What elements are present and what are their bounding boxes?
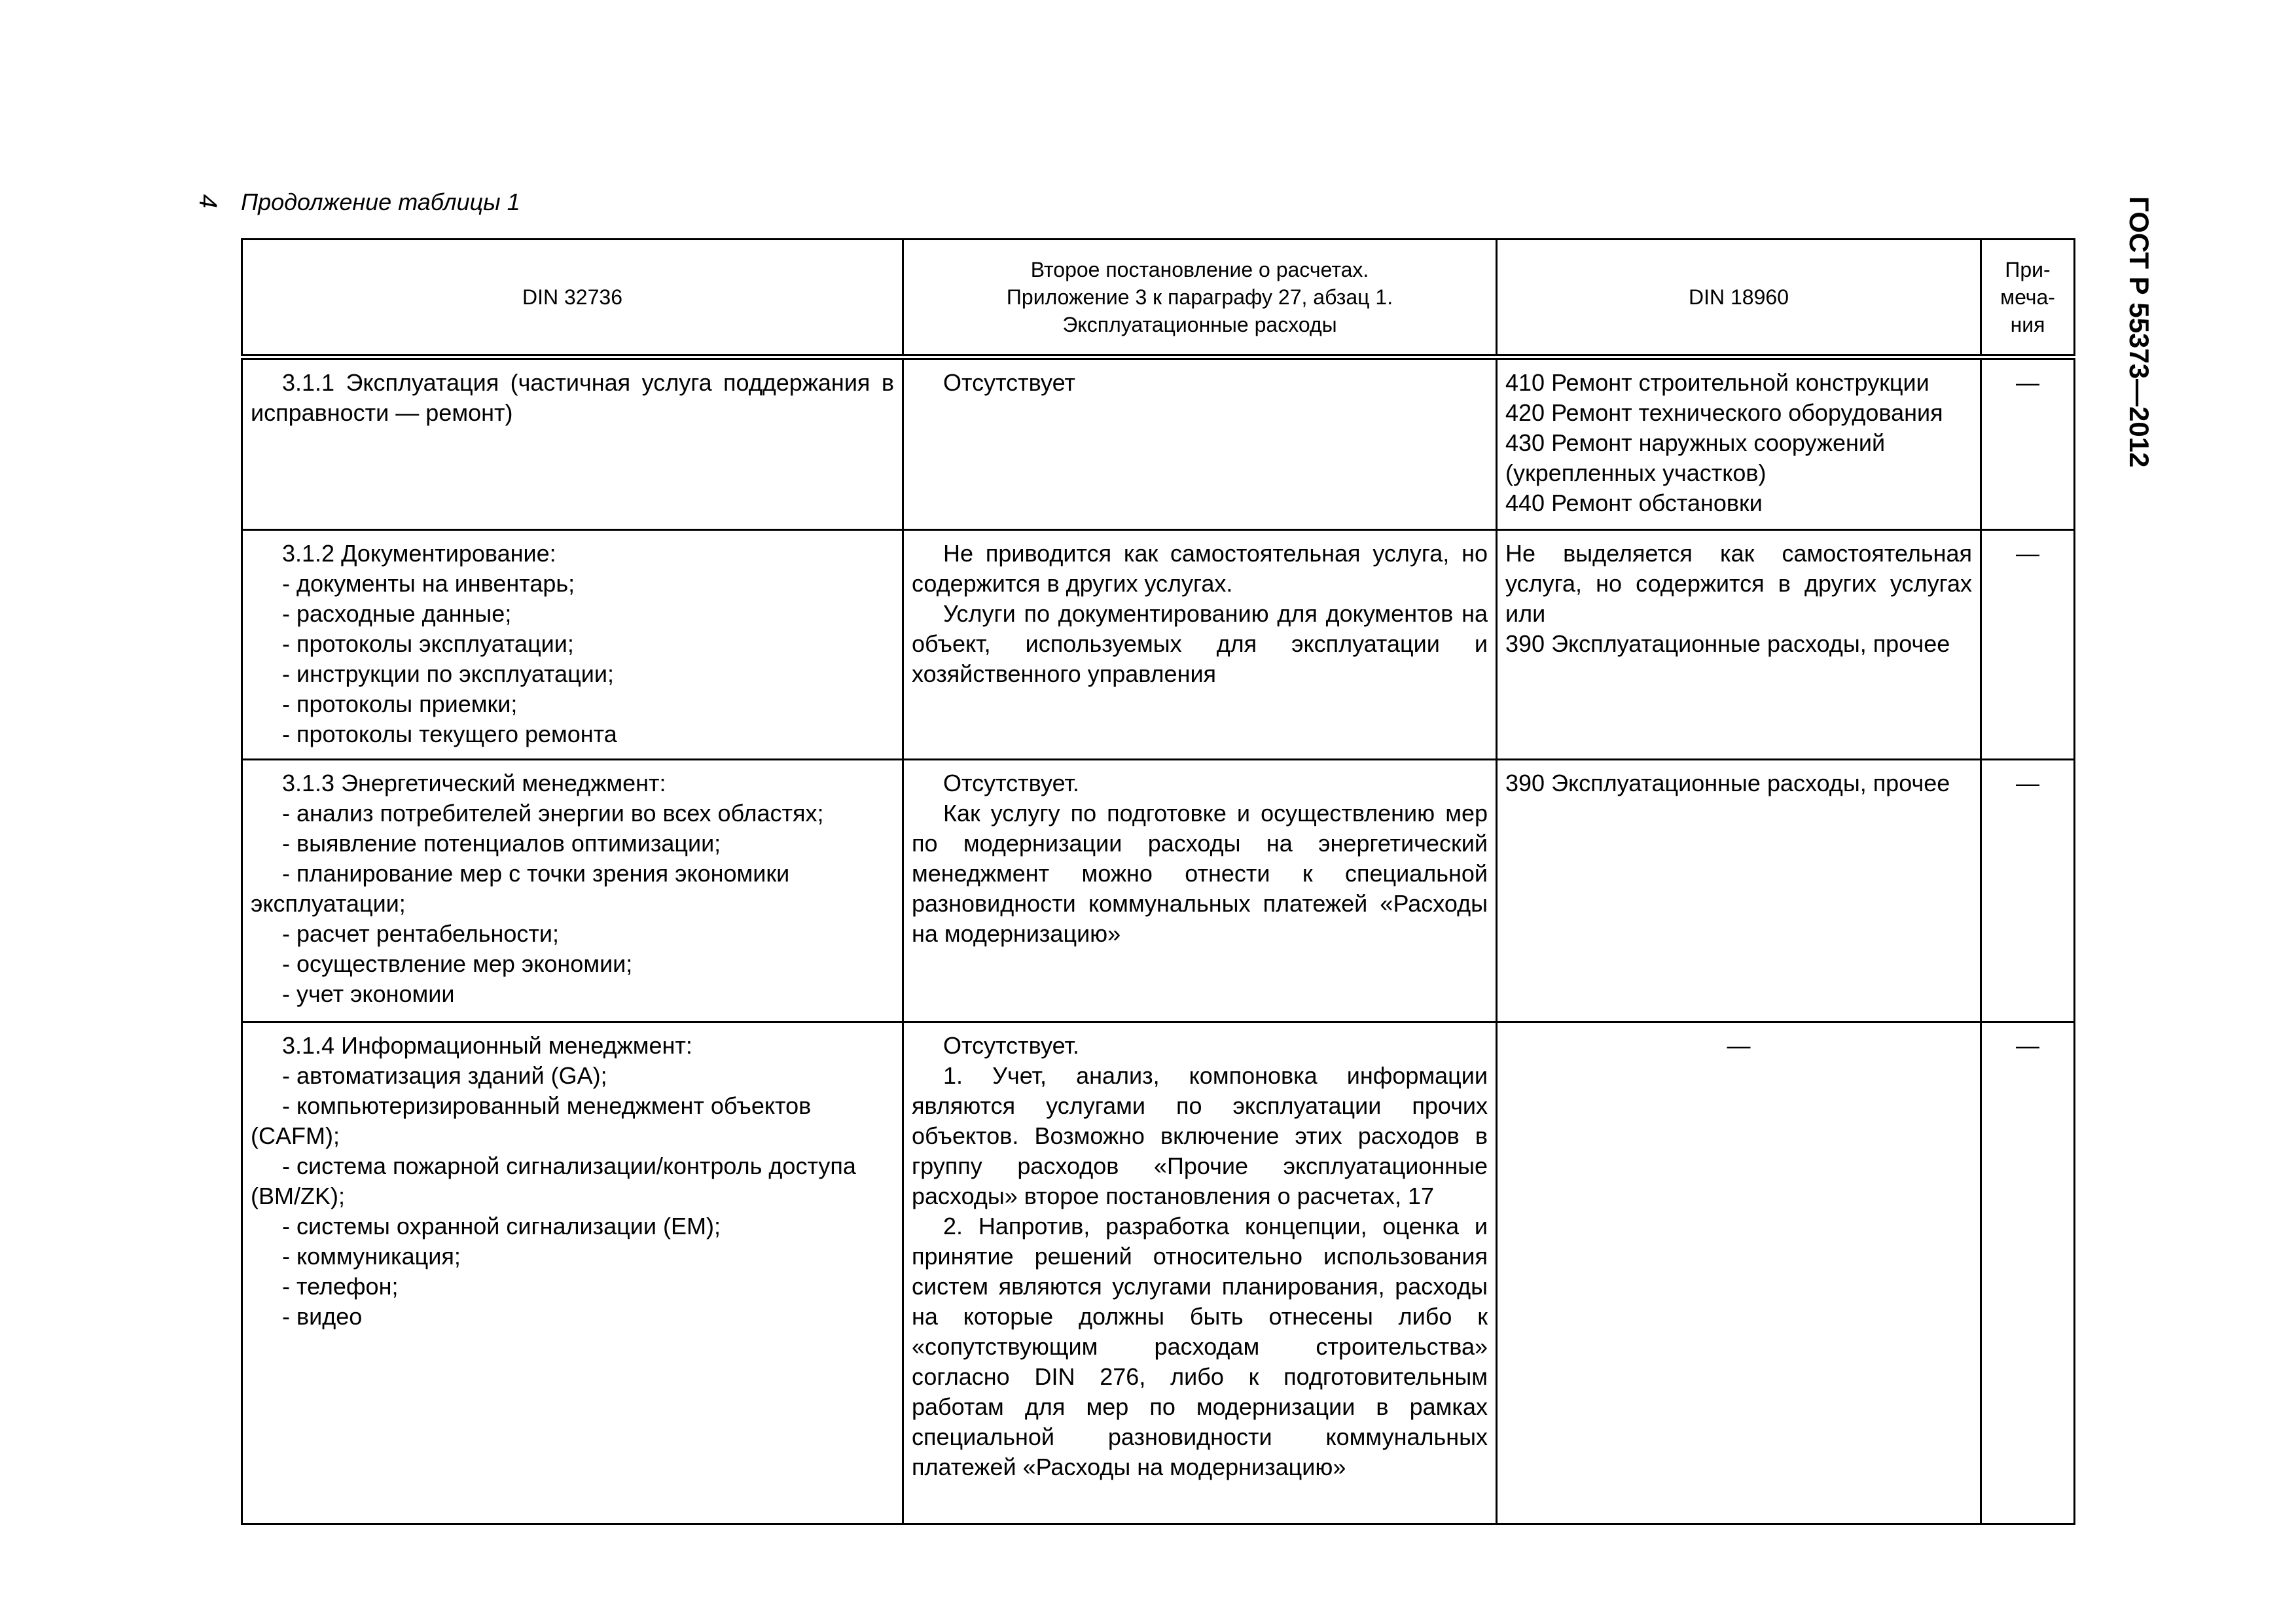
cell-din-18960 bbox=[1497, 1022, 1981, 1524]
table-row bbox=[242, 530, 2075, 760]
cell-text: - планирование мер с точки зрения экономики эксплуатации; bbox=[251, 860, 790, 917]
cell-text: - видео bbox=[282, 1303, 363, 1330]
cell-din-32736 bbox=[242, 1022, 903, 1524]
header-line: При- bbox=[2005, 258, 2051, 281]
cell-text: - автоматизация зданий (GA); bbox=[282, 1062, 607, 1089]
cell-settlement bbox=[903, 760, 1497, 1022]
header-notes bbox=[1981, 240, 2075, 357]
cell-text: 430 Ремонт наружных сооружений (укрепленных участков) bbox=[1505, 429, 1886, 486]
table-row bbox=[242, 357, 2075, 530]
table-caption: Продолжение таблицы 1 bbox=[241, 188, 520, 215]
cell-notes: — bbox=[1981, 760, 2075, 1022]
cell-din-32736 bbox=[242, 530, 903, 760]
header-line: меча- bbox=[2000, 285, 2055, 309]
cell-text: 3.1.2 Документирование: bbox=[282, 540, 556, 567]
page-number: 4 bbox=[194, 194, 222, 209]
cell-notes: — bbox=[1981, 1022, 2075, 1524]
cell-text: - документы на инвентарь; bbox=[282, 570, 575, 597]
cell-text: Не выделяется как самостоятельная услуга, но содержится в других услугах или bbox=[1505, 540, 1972, 627]
cell-text: Не приводится как самостоятельная услуга, но содержится в других услугах. bbox=[912, 540, 1488, 597]
table-row bbox=[242, 1022, 2075, 1524]
cell-text: - коммуникация; bbox=[282, 1243, 461, 1270]
cell-text: Отсутствует. bbox=[943, 1032, 1079, 1059]
header-line: ния bbox=[2010, 313, 2045, 336]
cell-text: Отсутствует. bbox=[943, 770, 1079, 796]
cell-din-18960 bbox=[1497, 530, 1981, 760]
cell-text: 1. Учет, анализ, компоновка информации являются услугами по эксплуатации прочих объектов. Возможно включение этих расходов в группу расходов «Прочие эксплуатационные расходы» второе постановления о расчетах, 17 bbox=[912, 1062, 1488, 1209]
cell-text: Отсутствует bbox=[943, 369, 1075, 396]
cell-text: 410 Ремонт строительной конструкции bbox=[1505, 369, 1929, 396]
cell-text: - расходные данные; bbox=[282, 600, 512, 627]
cell-text: — bbox=[1727, 1032, 1751, 1059]
cell-din-32736 bbox=[242, 357, 903, 530]
cell-text: 3.1.3 Энергетический менеджмент: bbox=[282, 770, 666, 796]
cell-text: 3.1.4 Информационный менеджмент: bbox=[282, 1032, 692, 1059]
cell-text: - осуществление мер экономии; bbox=[282, 950, 633, 977]
header-line: Эксплуатационные расходы bbox=[1062, 313, 1337, 336]
cell-text: Услуги по документированию для документов на объект, используемых для эксплуатации и хозяйственного управления bbox=[912, 600, 1488, 687]
comparison-table bbox=[241, 238, 2075, 1525]
cell-text: 3.1.1 Эксплуатация (частичная услуга поддержания в исправности — ремонт) bbox=[251, 369, 894, 426]
header-din-32736: DIN 32736 bbox=[242, 240, 903, 357]
header-line: Приложение 3 к параграфу 27, абзац 1. bbox=[1006, 285, 1393, 309]
table-row bbox=[242, 760, 2075, 1022]
cell-text: - телефон; bbox=[282, 1273, 399, 1300]
cell-din-18960 bbox=[1497, 760, 1981, 1022]
cell-text: - протоколы эксплуатации; bbox=[282, 630, 574, 657]
cell-text: - анализ потребителей энергии во всех областях; bbox=[282, 800, 824, 827]
cell-text: Как услугу по подготовке и осуществлению мер по модернизации расходы на энергетический менеджмент можно отнести к специальной разновидности коммунальных платежей «Расходы на модернизацию» bbox=[912, 800, 1488, 947]
document-code: ГОСТ Р 55373—2012 bbox=[2124, 196, 2155, 468]
cell-settlement bbox=[903, 1022, 1497, 1524]
cell-text: - компьютеризированный менеджмент объектов (CAFM); bbox=[251, 1092, 812, 1149]
cell-text: - протоколы приемки; bbox=[282, 690, 518, 717]
cell-text: - выявление потенциалов оптимизации; bbox=[282, 830, 721, 857]
cell-din-32736 bbox=[242, 760, 903, 1022]
cell-text: - протоколы текущего ремонта bbox=[282, 721, 617, 747]
table-header-row bbox=[242, 240, 2075, 357]
header-settlement-regulation bbox=[903, 240, 1497, 357]
cell-text: - системы охранной сигнализации (EM); bbox=[282, 1213, 721, 1240]
cell-notes: — bbox=[1981, 357, 2075, 530]
cell-text: - система пожарной сигнализации/контроль доступа (BM/ZK); bbox=[251, 1152, 856, 1209]
cell-text: - расчет рентабельности; bbox=[282, 920, 560, 947]
cell-settlement bbox=[903, 530, 1497, 760]
header-line: Второе постановление о расчетах. bbox=[1030, 258, 1369, 281]
cell-text: - учет экономии bbox=[282, 980, 455, 1007]
header-din-18960: DIN 18960 bbox=[1497, 240, 1981, 357]
cell-text: 2. Напротив, разработка концепции, оценка и принятие решений относительно использования систем являются услугами планирования, расходы на которые должны быть отнесены либо к «сопутствующим расходам строительства» согласно DIN 276, либо к подготовительным работам для мер по модернизации в рамках специальной разновидности коммунальных платежей «Расходы на модернизацию» bbox=[912, 1213, 1488, 1480]
cell-text: 390 Эксплуатационные расходы, прочее bbox=[1505, 630, 1950, 657]
cell-notes: — bbox=[1981, 530, 2075, 760]
cell-settlement bbox=[903, 357, 1497, 530]
cell-text: - инструкции по эксплуатации; bbox=[282, 660, 614, 687]
cell-text: 420 Ремонт технического оборудования bbox=[1505, 399, 1943, 426]
cell-text: 440 Ремонт обстановки bbox=[1505, 490, 1763, 516]
cell-text: 390 Эксплуатационные расходы, прочее bbox=[1505, 770, 1950, 796]
cell-din-18960 bbox=[1497, 357, 1981, 530]
